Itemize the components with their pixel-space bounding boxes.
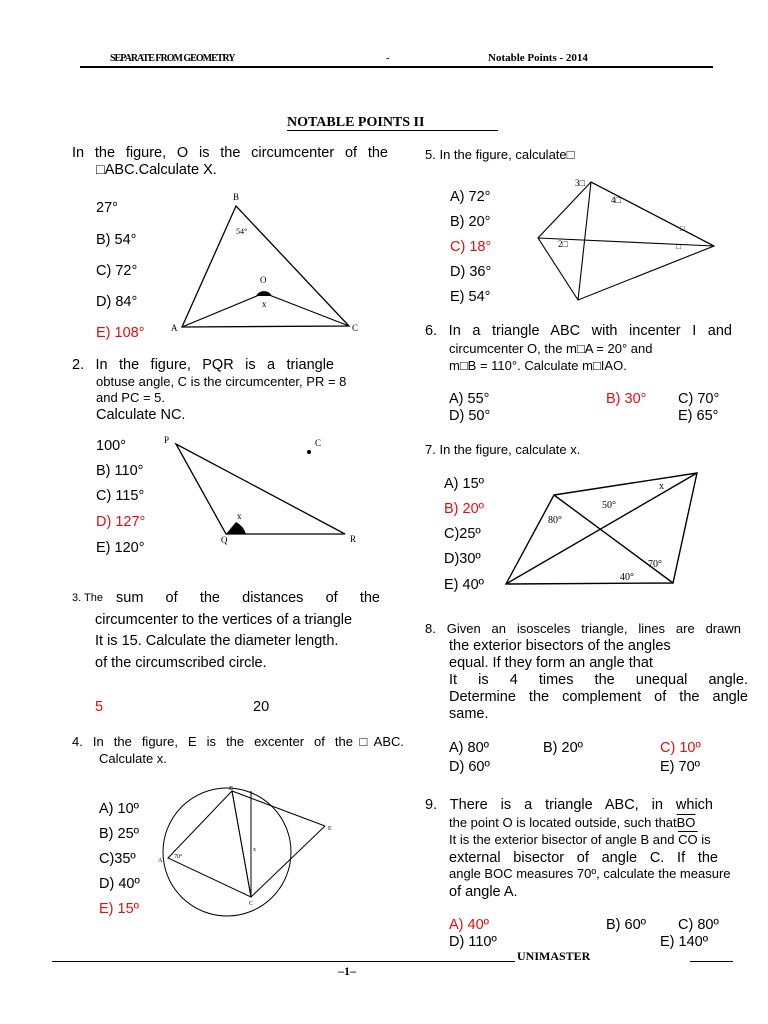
q4-label-c: C	[249, 901, 254, 907]
q8-option-a: A) 80º	[449, 740, 489, 756]
q9-line5: angle BOC measures 70º, calculate the measure	[449, 866, 731, 881]
q7-label-80: 80°	[548, 515, 562, 526]
q1-option-a: 27°	[96, 200, 118, 216]
q4-label-b: B	[229, 786, 234, 792]
q5-label-e1: □	[680, 224, 685, 233]
q7-label-40: 40°	[620, 572, 634, 583]
q5-option-a: A) 72°	[450, 189, 491, 205]
q5-line1: 5. In the figure, calculate□	[425, 147, 575, 162]
q8-line2: the exterior bisectors of the angles	[449, 638, 671, 654]
q2-option-a: 100°	[96, 438, 126, 454]
q9-line6: of angle A.	[449, 884, 518, 900]
q9-option-e: E) 140º	[660, 934, 709, 950]
q9-option-a: A) 40º	[449, 917, 489, 933]
q1-label-x: x	[262, 299, 267, 309]
q1-line2: □ABC.Calculate X.	[96, 162, 217, 178]
q7-label-70: 70°	[648, 559, 662, 570]
q8-line6: same.	[449, 706, 489, 722]
q6-line3: m□B = 110°. Calculate m□IAO.	[449, 358, 627, 373]
q2-line1: 2. In the figure, PQR is a triangle	[72, 357, 334, 373]
q6-option-e: E) 65°	[678, 408, 719, 424]
q5-label-3: 3□	[575, 178, 585, 188]
q4-label-angle: 70°	[174, 854, 183, 860]
q8-option-c: C) 10º	[660, 740, 701, 756]
q4-line2: Calculate x.	[99, 751, 167, 766]
q1-option-b: B) 54°	[96, 232, 137, 248]
q5-option-d: D) 36°	[450, 264, 492, 280]
q9-line2-text: the point O is located outside, such that	[449, 815, 677, 830]
q6-option-b: B) 30°	[606, 391, 647, 407]
page-number: –1–	[338, 964, 356, 978]
q4-option-a: A) 10º	[99, 801, 139, 817]
q6-option-d: D) 50°	[449, 408, 491, 424]
q8-option-b: B) 20º	[543, 740, 583, 756]
q8-option-d: D) 60º	[449, 759, 490, 775]
q2-label-q: Q	[221, 535, 228, 545]
q3-line4: of the circumscribed circle.	[95, 655, 267, 671]
q9-option-d: D) 110º	[449, 934, 497, 950]
q5-label-4: 4□	[611, 195, 621, 205]
q7-option-d: D)30º	[444, 551, 481, 567]
q3-answer-right: 20	[253, 699, 270, 715]
q8-option-e: E) 70º	[660, 759, 700, 775]
q1-option-c: C) 72°	[96, 263, 138, 279]
q9-line3-end: is	[701, 832, 711, 847]
q3-answer-left: 5	[95, 699, 104, 715]
q8-line5: Determine the complement of the angle	[449, 689, 748, 705]
q2-label-r: R	[350, 534, 357, 544]
q9-line4: external bisector of angle C. If the	[449, 850, 718, 866]
q9-line3-text: It is the exterior bisector of angle B and	[449, 832, 675, 847]
q4-option-c: C)35º	[99, 851, 136, 867]
q1-option-d: D) 84°	[96, 294, 138, 310]
q7-label-50: 50°	[602, 500, 616, 511]
q3-line3: It is 15. Calculate the diameter length.	[95, 633, 339, 649]
q4-option-b: B) 25º	[99, 826, 139, 842]
q1-line1: In the figure, O is the circumcenter of the	[72, 145, 388, 161]
q7-line1: 7. In the figure, calculate x.	[425, 442, 581, 457]
footer-brand: UNIMASTER	[517, 949, 591, 963]
q2-option-b: B) 110°	[96, 463, 144, 479]
q2-label-x: x	[237, 511, 242, 521]
q2-line2: obtuse angle, C is the circumcenter, PR = 8	[96, 374, 347, 389]
header-dash: -	[386, 53, 390, 64]
q1-label-b: B	[233, 192, 240, 202]
q9-option-c: C) 80º	[678, 917, 719, 933]
q8-line1: 8. Given an isosceles triangle, lines are drawn	[425, 621, 741, 636]
q7-option-a: A) 15º	[444, 476, 484, 492]
q3-number: 3. The	[72, 592, 103, 604]
q8-line3: equal. If they form an angle that	[449, 655, 653, 671]
q4-line1: 4. In the figure, E is the excenter of the□ABC.	[72, 734, 404, 749]
q1-label-c: C	[352, 323, 359, 333]
q5-option-b: B) 20°	[450, 214, 491, 230]
q9-line3	[449, 832, 711, 848]
footer-rule-left	[52, 961, 515, 962]
q1-label-o: O	[260, 275, 267, 285]
q2-option-e: E) 120°	[96, 540, 145, 556]
q2-option-d: D) 127°	[96, 514, 146, 530]
q5-label-e2: □	[676, 242, 681, 251]
q5-option-c: C) 18°	[450, 239, 492, 255]
q3-line2: circumcenter to the vertices of a triangle	[95, 612, 353, 628]
q9-line1: 9. There is a triangle ABC, in which	[425, 797, 713, 813]
q5-label-2: 2□	[558, 239, 568, 249]
q7-option-b: B) 20º	[444, 501, 484, 517]
q7-option-c: C)25º	[444, 526, 481, 542]
q2-line4: Calculate NC.	[96, 407, 186, 423]
q2-line3: and PC = 5.	[96, 390, 166, 405]
q2-label-p: P	[164, 435, 170, 445]
q9-segment-bo: $\overline{BO}$	[676, 815, 696, 830]
q6-line1: 6. In a triangle ABC with incenter I and	[425, 323, 732, 339]
q4-option-d: D) 40º	[99, 876, 140, 892]
q1-label-a: A	[171, 323, 178, 333]
page-title: NOTABLE POINTS II	[287, 115, 425, 130]
footer-rule-right	[690, 961, 733, 962]
q1-option-e: E) 108°	[96, 325, 145, 341]
q2-label-c: C	[315, 438, 322, 448]
q4-label-x: x	[253, 847, 256, 853]
q9-option-b: B) 60º	[606, 917, 646, 933]
q1-label-angle: 54°	[236, 227, 248, 236]
q9-line2	[449, 815, 695, 831]
q4-label-a: A	[158, 858, 163, 864]
q5-option-e: E) 54°	[450, 289, 491, 305]
q6-line2: circumcenter O, the m□A = 20° and	[449, 341, 653, 356]
header-left: SEPARATE FROM GEOMETRY	[110, 53, 235, 64]
q6-option-a: A) 55°	[449, 391, 490, 407]
header-right: Notable Points - 2014	[488, 52, 588, 64]
q8-line4: It is 4 times the unequal angle.	[449, 672, 748, 688]
q6-option-c: C) 70°	[678, 391, 720, 407]
q9-segment-co: $\overline{CO}$	[678, 832, 698, 847]
q2-option-c: C) 115°	[96, 488, 145, 504]
q7-label-x: x	[659, 481, 664, 492]
q3-line1: sum of the distances of the	[116, 590, 380, 606]
q4-label-e: E	[328, 826, 332, 832]
q4-option-e: E) 15º	[99, 901, 139, 917]
q7-option-e: E) 40º	[444, 577, 484, 593]
